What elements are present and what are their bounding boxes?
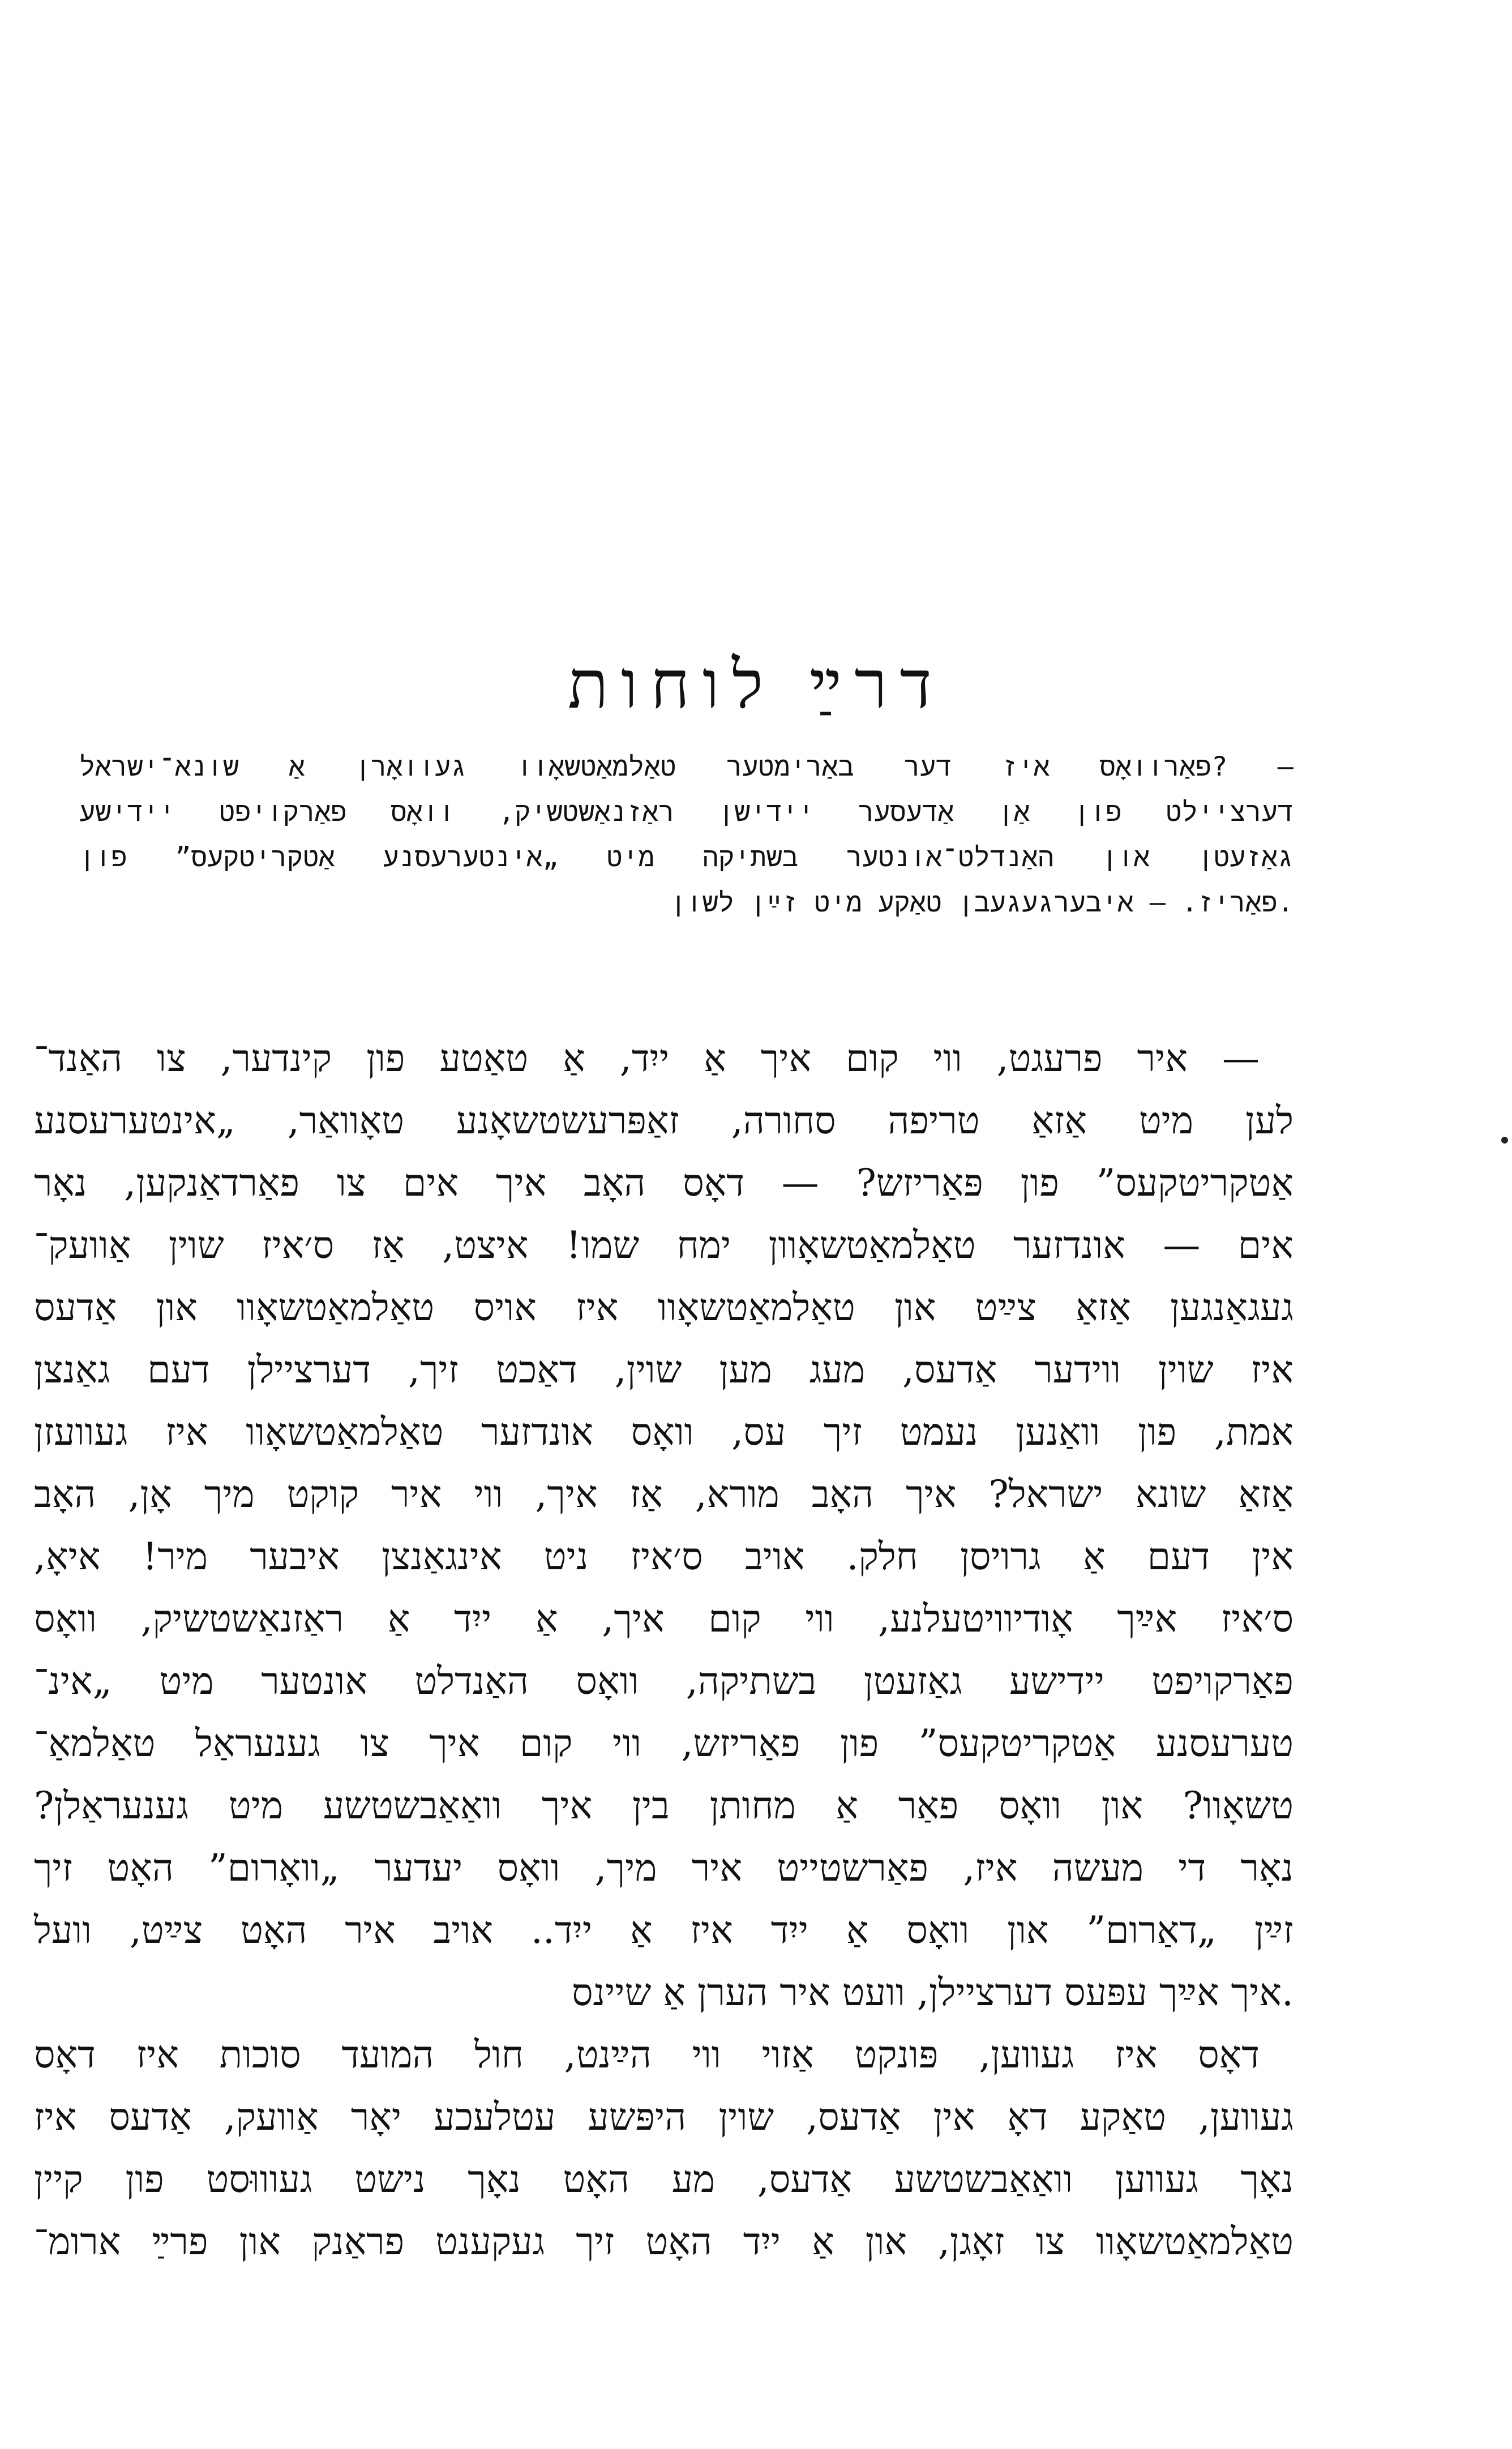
margin-speck	[1501, 1137, 1508, 1144]
text-line: געווען, טאַקע דאָ אין אַדעס, שוין היפּשע עטלעכע יאָר אַוועק, אַדעס איז	[34, 2095, 1293, 2139]
chapter-title: דרײַ לוחות	[567, 645, 945, 724]
text-line: טאַלמאַטשאָוו צו זאָגן, און אַ ייִד האָט זיך געקענט פראַנק און פרײַ ארומ־	[34, 2220, 1293, 2263]
summary-line: .פאַריז. — איבערגעגעבן טאַקע מיט זײַן לשון	[670, 887, 1293, 918]
summary-line: — ?פאַרוואָס איז דער באַרימטער טאַלמאַטשאָוו געוואָרן אַ שונא־ישראל	[79, 751, 1293, 782]
paragraph-2	[34, 2024, 1293, 2273]
paragraph-1	[34, 1027, 1293, 2024]
text-line: איז שוין ווידער אַדעס, מעג מען שוין, דאַכט זיך, דערציילן דעם גאַנצן	[34, 1348, 1293, 1392]
text-line: אין דעם אַ גרויסן חלק. אויב ס׳איז ניט אינגאַנצן איבער מיר! איאָ,	[34, 1535, 1293, 1578]
text-line: .איך אײַך עפּעס דערציילן, וועט איר הערן אַ שיינס	[571, 1971, 1293, 2014]
text-line: דאָס איז געווען, פּונקט אַזוי ווי הײַנט, חול המועד סוכות איז דאָס	[34, 2033, 1260, 2076]
summary-line: דערציילט פון אַן אַדעסער יידישן ראַזנאַשטשיק, וואָס פאַרקויפט יידישע	[79, 797, 1293, 828]
text-line: אַזאַ שונא ישראל? איך האָב מורא, אַז איך, ווי איר קוקט מיך אָן, האָב	[34, 1472, 1293, 1516]
text-line: אמת, פון וואַנען נעמט זיך עס, וואָס אונדזער טאַלמאַטשאָוו איז געוועזן	[34, 1410, 1293, 1454]
summary-line: גאַזעטן און האַנדלט־אונטער בשתיקה מיט „אינטערעסנע אַטקריטקעס” פון	[79, 842, 1293, 873]
text-line: אים — אונדזער טאַלמאַטשאָוון ימח שמו! איצט, אַז ס׳איז שוין אַוועק־	[34, 1223, 1293, 1267]
text-line: נאָר די מעשה איז, פאַרשטייט איר מיך, וואָס יעדער „וואָרום” האָט זיך	[34, 1846, 1293, 1890]
chapter-summary	[79, 744, 1293, 926]
body-text	[34, 1027, 1293, 2273]
text-line: געגאַנגען אַזאַ צײַט און טאַלמאַטשאָוו איז אויס טאַלמאַטשאָוו און אַדעס	[34, 1286, 1293, 1329]
text-line: זײַן „דאַרום” און וואָס אַ ייִד איז אַ ייִד.. אויב איר האָט צײַט, וועל	[34, 1908, 1293, 1952]
text-line: — איר פרעגט, ווי קום איך אַ ייִד, אַ טאַטע פון קינדער, צו האַנד־	[34, 1037, 1260, 1080]
text-line: לען מיט אַזאַ טריפה סחורה, זאַפּרעשטשאָנע טאָוואַר, „אינטערעסנע	[34, 1099, 1293, 1142]
text-line: פאַרקויפט יידישע גאַזעטן בשתיקה, וואָס האַנדלט אונטער מיט „אינ־	[34, 1659, 1293, 1703]
text-line: אַטקריטקעס” פון פּאַריזש? — דאָס האָב איך אים צו פאַרדאַנקען, נאָר	[34, 1161, 1293, 1205]
text-line: טערעסנע אַטקריטקעס” פון פאַריזש, ווי קום איך צו גענעראַל טאַלמאַ־	[34, 1722, 1293, 1765]
text-line: נאָך געווען וואַאַבשטשע אַדעס, מע האָט נאָך נישט געוווּסט פון קיין	[34, 2157, 1293, 2201]
text-line: טשאָוו? און וואָס פאַר אַ מחותן בין איך וואַאַבשטשע מיט גענעראַלן?	[34, 1784, 1293, 1827]
text-line: ס׳איז אײַך אָודיוויטעלנע, ווי קום איך, אַ ייִד אַ ראַזנאַשטשיק, וואָס	[34, 1597, 1293, 1641]
